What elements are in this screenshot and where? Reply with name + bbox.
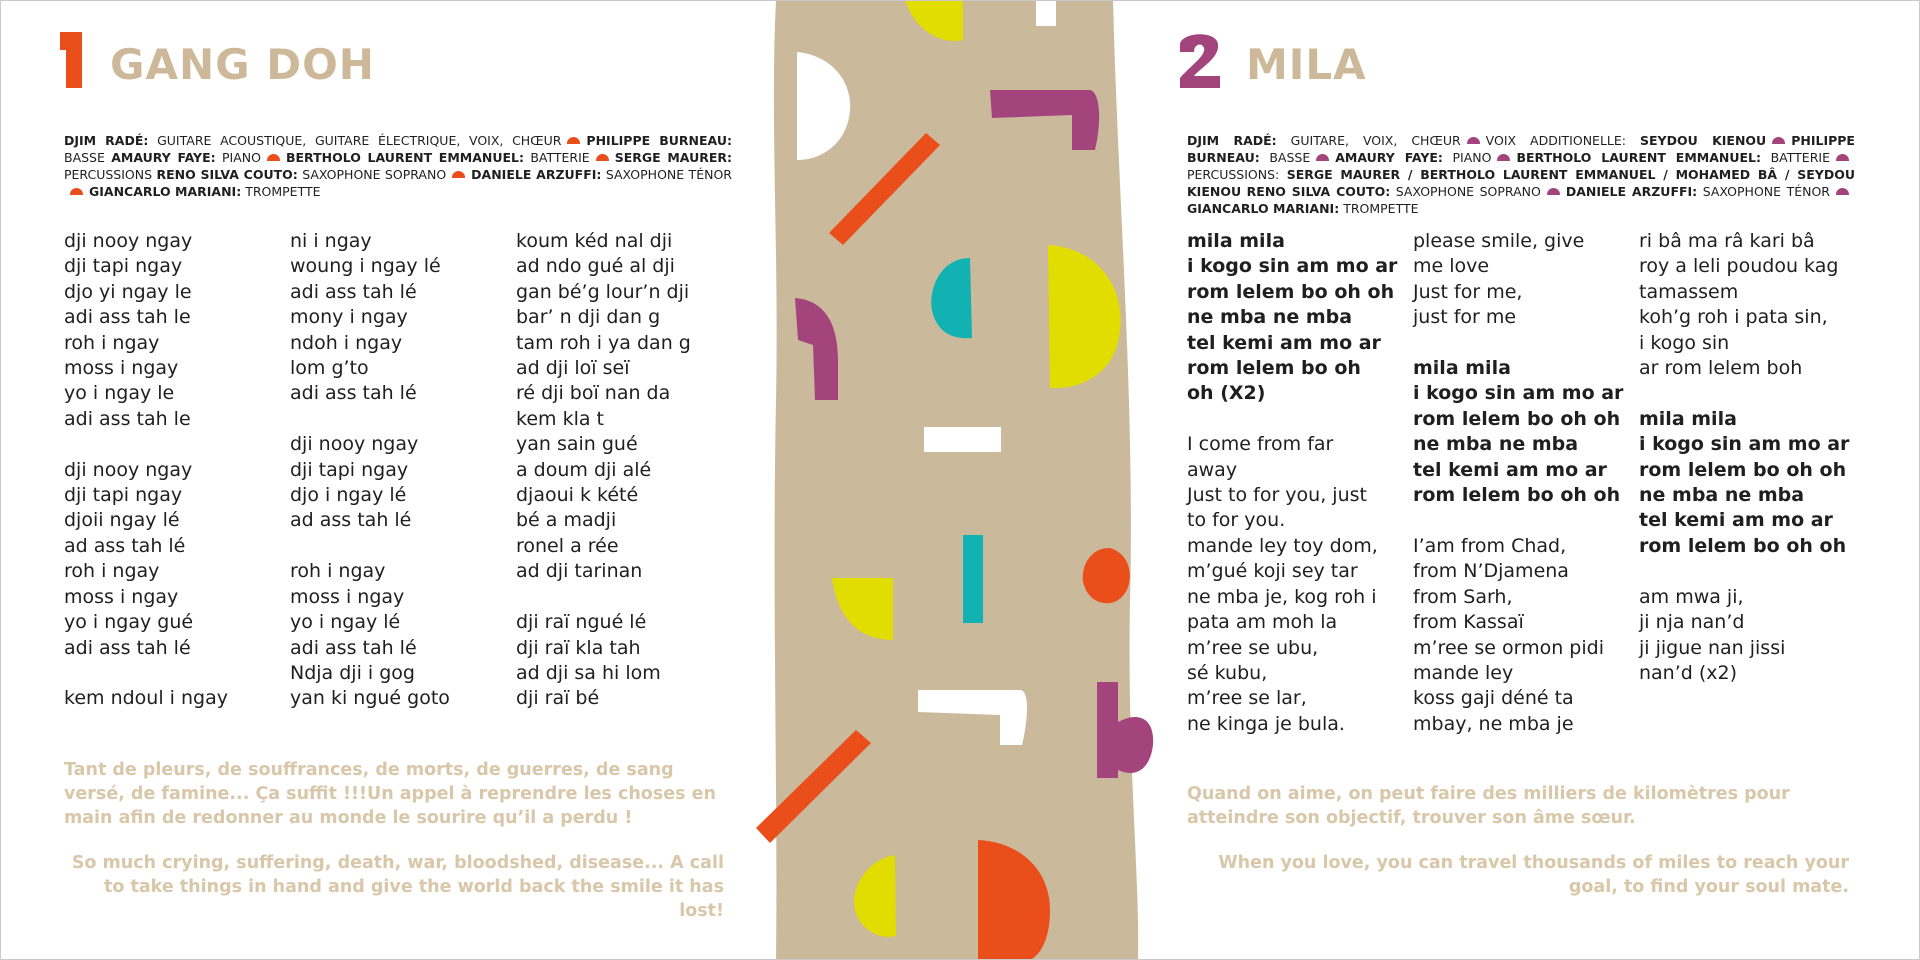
- track-2-lyrics-col-1: [1187, 229, 1397, 737]
- track-1-number: [56, 30, 88, 90]
- track-2-note-fr: Quand on aime, on peut faire des milliers de kilomètres pour atteindre son objectif, trouver son âme sœur.: [1187, 784, 1790, 828]
- track-1-header: [56, 30, 375, 90]
- track-2-verse-4: ri bâ ma râ kari bâ roy a leli poudou kag tamassem koh’g roh i pata sin, i kogo sin ar rom lelem boh: [1639, 230, 1839, 380]
- track-2-chorus-3: mila mila i kogo sin am mo ar rom lelem bo oh oh ne mba ne mba tel kemi am mo ar rom lelem bo oh oh: [1639, 407, 1850, 557]
- track-2-number: [1176, 30, 1224, 90]
- track-2-lyrics-col-2: [1413, 229, 1623, 737]
- track-2-verse-3: I’am from Chad, from N’Djamena from Sarh, from Kassaï m’ree se ormon pidi mande ley koss gaji déné ta mbay, ne mba je: [1413, 534, 1604, 735]
- track-2-lyrics-col-3: [1639, 229, 1849, 686]
- track-2-note-en: When you love, you can travel thousands of miles to reach your goal, to find your soul mate.: [1218, 853, 1849, 897]
- track-2-chorus-1: mila mila i kogo sin am mo ar rom lelem bo oh oh ne mba ne mba tel kemi am mo ar rom lelem bo oh oh (X2): [1187, 230, 1398, 405]
- track-2-chorus-2: mila mila i kogo sin am mo ar rom lelem bo oh oh ne mba ne mba tel kemi am mo ar rom lelem bo oh oh: [1413, 357, 1624, 507]
- track-1-note-fr: Tant de pleurs, de souffrances, de morts, de guerres, de sang versé, de famine... Ça suffit !!!Un appel à reprendre les choses en main afin de redonner au monde le sourire qu’il a perdu !: [64, 760, 716, 828]
- track-2-verse-2: please smile, give me love Just for me, just for me: [1413, 230, 1585, 329]
- shape-teal-bar: [963, 535, 983, 623]
- track-2-header: [1176, 30, 1367, 90]
- track-1-lyrics-col-3: koum kéd nal dji ad ndo gué al dji gan bé’g lour’n dji bar’ n dji dan g tam roh i ya dan g ad dji loï seï ré dji boï nan da kem kla t yan sain gué a doum dji alé djaoui k kété bé a madji ronel a rée ad dji tarinan dji raï ngué lé dji raï kla tah ad dji sa hi lom dji raï bé: [516, 230, 691, 710]
- track-2-verse-1: I come from far away Just to for you, just to for you. mande ley toy dom, m’gué koji sey tar ne mba je, kog roh i pata am moh la m’ree se ubu, sé kubu, m’ree se lar, ne kinga je bula.: [1187, 433, 1378, 735]
- track-1-lyrics-col-2: ni i ngay woung i ngay lé adi ass tah lé mony i ngay ndoh i ngay lom g’to adi ass tah lé dji nooy ngay dji tapi ngay djo i ngay lé ad ass tah lé roh i ngay moss i ngay yo i ngay lé adi ass tah lé Ndja dji i gog yan ki ngué goto: [290, 230, 450, 710]
- track-2-credits: DJIM RADÉ: GUITARE, VOIX, CHŒUR VOIX ADDITIONELLE: SEYDOU KIENOU PHILIPPE BURNEAU: BASSE AMAURY FAYE: PIANO BERTHOLO LAURENT EMMANUEL: BATTERIEPERCUSSIONS: SERGE MAURER / BERTHOLO LAURENT EMMANUEL / MOHAMED BÂ / SEYDOU KIENOU RENO SILVA COUTO: SAXOPHONE SOPRANO DANIELE ARZUFFI: SAXOPHONE TÉNORGIANCARLO MARIANI: TROMPETTE: [1187, 133, 1855, 216]
- track-1-title: GANG DOH: [110, 40, 375, 89]
- track-2-verse-5: am mwa ji, ji nja nan’d ji jigue nan jissi nan’d (x2): [1639, 585, 1786, 684]
- shape-white-rect-top: [1036, 0, 1056, 26]
- shape-white-bar: [924, 427, 1001, 452]
- track-1-credits: DJIM RADÉ: GUITARE ACOUSTIQUE, GUITARE ÉLECTRIQUE, VOIX, CHŒUR PHILIPPE BURNEAU: BASSE AMAURY FAYE: PIANO BERTHOLO LAURENT EMMANUEL: BATTERIE SERGE MAURER: PERCUSSIONS RENO SILVA COUTO: SAXOPHONE SOPRANO DANIELE ARZUFFI: SAXOPHONE TÉNORGIANCARLO MARIANI: TROMPETTE: [64, 133, 733, 199]
- track-1-lyrics-col-1: dji nooy ngay dji tapi ngay djo yi ngay le adi ass tah le roh i ngay moss i ngay yo i ngay le adi ass tah le dji nooy ngay dji tapi ngay djoii ngay lé ad ass tah lé roh i ngay moss i ngay yo i ngay gué adi ass tah lé kem ndoul i ngay: [64, 230, 228, 710]
- track-2-title: MILA: [1246, 40, 1367, 89]
- track-1-note-en: So much crying, suffering, death, war, bloodshed, disease... A call to take things in hand and give the world back the smile it has lost!: [71, 853, 724, 921]
